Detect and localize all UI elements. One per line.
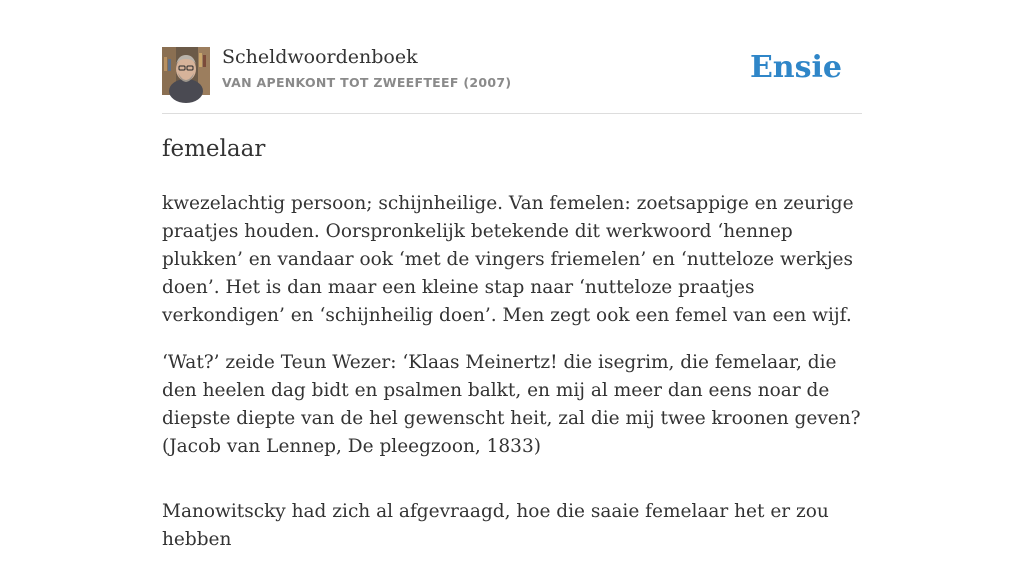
source-header [162,0,862,114]
ensie-logo-link[interactable]: Ensie [749,50,842,85]
source-title[interactable]: Scheldwoordenboek [222,46,418,68]
entry-content [162,190,867,573]
source-subtitle: VAN APENKONT TOT ZWEEFTEEF (2007) [222,75,512,90]
entry-definition: kwezelachtig persoon; schijnheilige. Van femelen: zoetsappige en zeurige praatjes houden. Oorspronkelijk betekende dit werkwoord ‘hennep plukken’ en vandaar ook ‘met de vingers friemelen’ en ‘nutteloze werkjes doen’. Het is dan maar een kleine stap naar ‘nutteloze praatjes verkondigen’ en ‘schijnheilig doen’. Men zegt ook een femel van een wijf. [162,193,854,326]
entry-term: femelaar [162,136,266,162]
entry-quote: Manowitscky had zich al afgevraagd, hoe die saaie femelaar het er zou hebben [162,501,829,550]
entry-quote: ‘Wat?’ zeide Teun Wezer: ‘Klaas Meinertz! die isegrim, die femelaar, die den heelen dag bidt en psalmen balkt, en mij al meer dan eens noar de diepste diepte van de hel gewenscht heit, zal die mij twee kroonen geven? (Jacob van Lennep, De pleegzoon, 1833) [162,352,861,457]
author-avatar[interactable] [162,47,210,95]
author-portrait-icon [162,47,210,95]
page-container [162,0,862,550]
